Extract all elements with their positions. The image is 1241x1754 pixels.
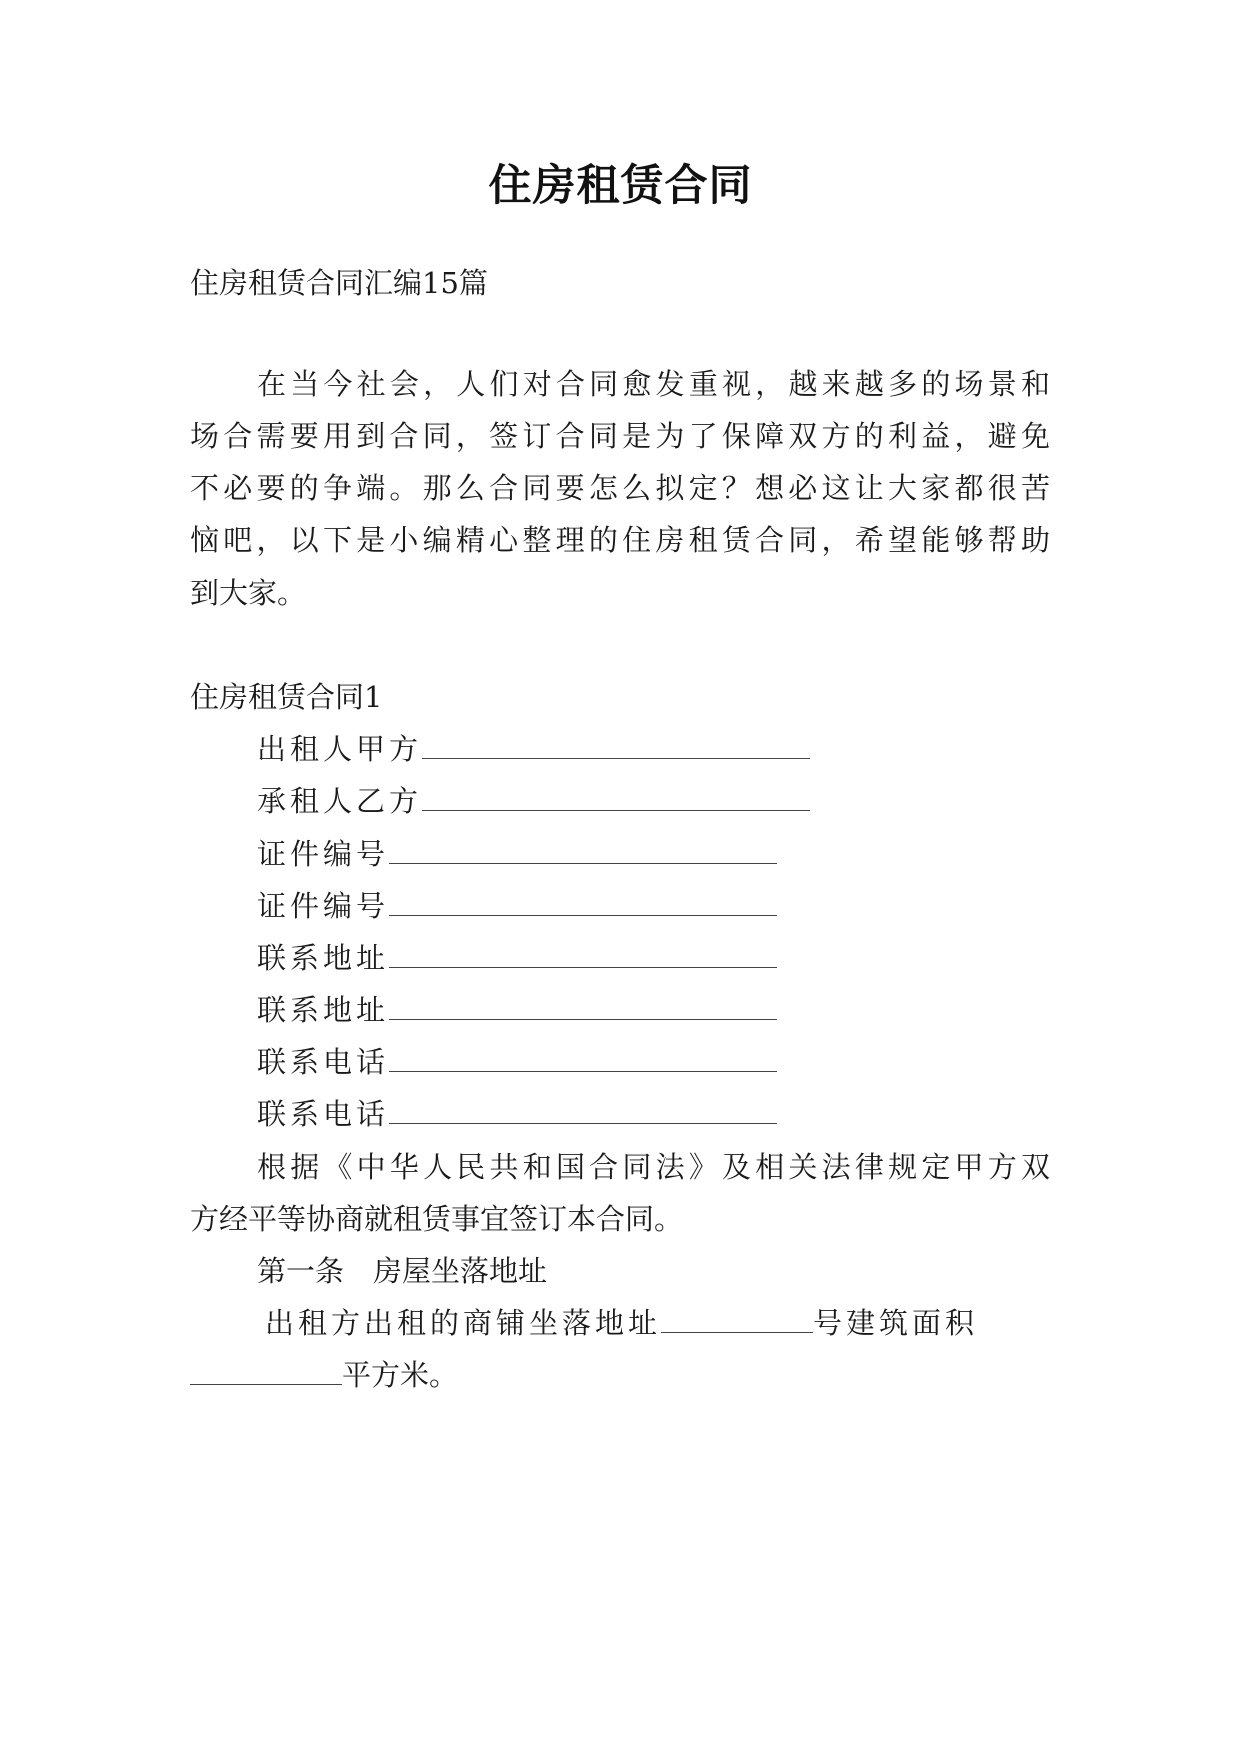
fill-blank[interactable] bbox=[389, 887, 777, 916]
field-id-number-2 bbox=[257, 886, 1050, 926]
article-1-text-c: 平方米。 bbox=[342, 1358, 459, 1392]
fill-blank[interactable] bbox=[661, 1304, 813, 1333]
article-1-heading: 第一条 房屋坐落地址 bbox=[257, 1254, 548, 1288]
document-subtitle: 住房租赁合同汇编15篇 bbox=[190, 266, 488, 300]
field-label: 联系电话 bbox=[257, 1097, 390, 1131]
fill-blank[interactable] bbox=[389, 835, 777, 864]
fill-blank[interactable] bbox=[190, 1356, 342, 1385]
fill-blank[interactable] bbox=[422, 730, 810, 759]
intro-line-4: 恼吧，以下是小编精心整理的住房租赁合同，希望能够帮助 bbox=[190, 523, 1050, 557]
field-id-number-1 bbox=[257, 834, 1050, 874]
article-1-text-a: 出租方出租的商铺坐落地址 bbox=[265, 1306, 662, 1340]
basis-line-2: 方经平等协商就租赁事宜签订本合同。 bbox=[190, 1202, 684, 1236]
fill-blank[interactable] bbox=[389, 1095, 777, 1124]
article-1-line-1 bbox=[265, 1303, 1050, 1343]
article-1-line-2 bbox=[190, 1355, 1050, 1395]
fill-blank[interactable] bbox=[389, 1043, 777, 1072]
fill-blank[interactable] bbox=[389, 991, 777, 1020]
field-phone-2 bbox=[257, 1094, 1050, 1134]
field-lessor bbox=[257, 729, 1050, 769]
field-address-1 bbox=[257, 938, 1050, 978]
fill-blank[interactable] bbox=[389, 939, 777, 968]
intro-line-2: 场合需要用到合同，签订合同是为了保障双方的利益，避免 bbox=[190, 419, 1050, 453]
intro-line-1: 在当今社会，人们对合同愈发重视，越来越多的场景和 bbox=[257, 367, 1050, 401]
field-lessee bbox=[257, 781, 1050, 821]
field-label: 联系地址 bbox=[257, 941, 390, 975]
intro-line-5: 到大家。 bbox=[190, 576, 307, 610]
section-heading: 住房租赁合同1 bbox=[190, 680, 383, 714]
basis-line-1: 根据《中华人民共和国合同法》及相关法律规定甲方双 bbox=[257, 1150, 1050, 1184]
field-label: 联系电话 bbox=[257, 1045, 390, 1079]
intro-line-3: 不必要的争端。那么合同要怎么拟定？想必这让大家都很苦 bbox=[190, 471, 1050, 505]
field-label: 出租人甲方 bbox=[257, 732, 423, 766]
field-label: 证件编号 bbox=[257, 889, 390, 923]
document-title: 住房租赁合同 bbox=[488, 161, 753, 211]
field-label: 联系地址 bbox=[257, 993, 390, 1027]
field-phone-1 bbox=[257, 1042, 1050, 1082]
field-label: 承租人乙方 bbox=[257, 784, 423, 818]
article-1-text-b: 号建筑面积 bbox=[813, 1306, 979, 1340]
field-label: 证件编号 bbox=[257, 837, 390, 871]
fill-blank[interactable] bbox=[422, 782, 810, 811]
field-address-2 bbox=[257, 990, 1050, 1030]
